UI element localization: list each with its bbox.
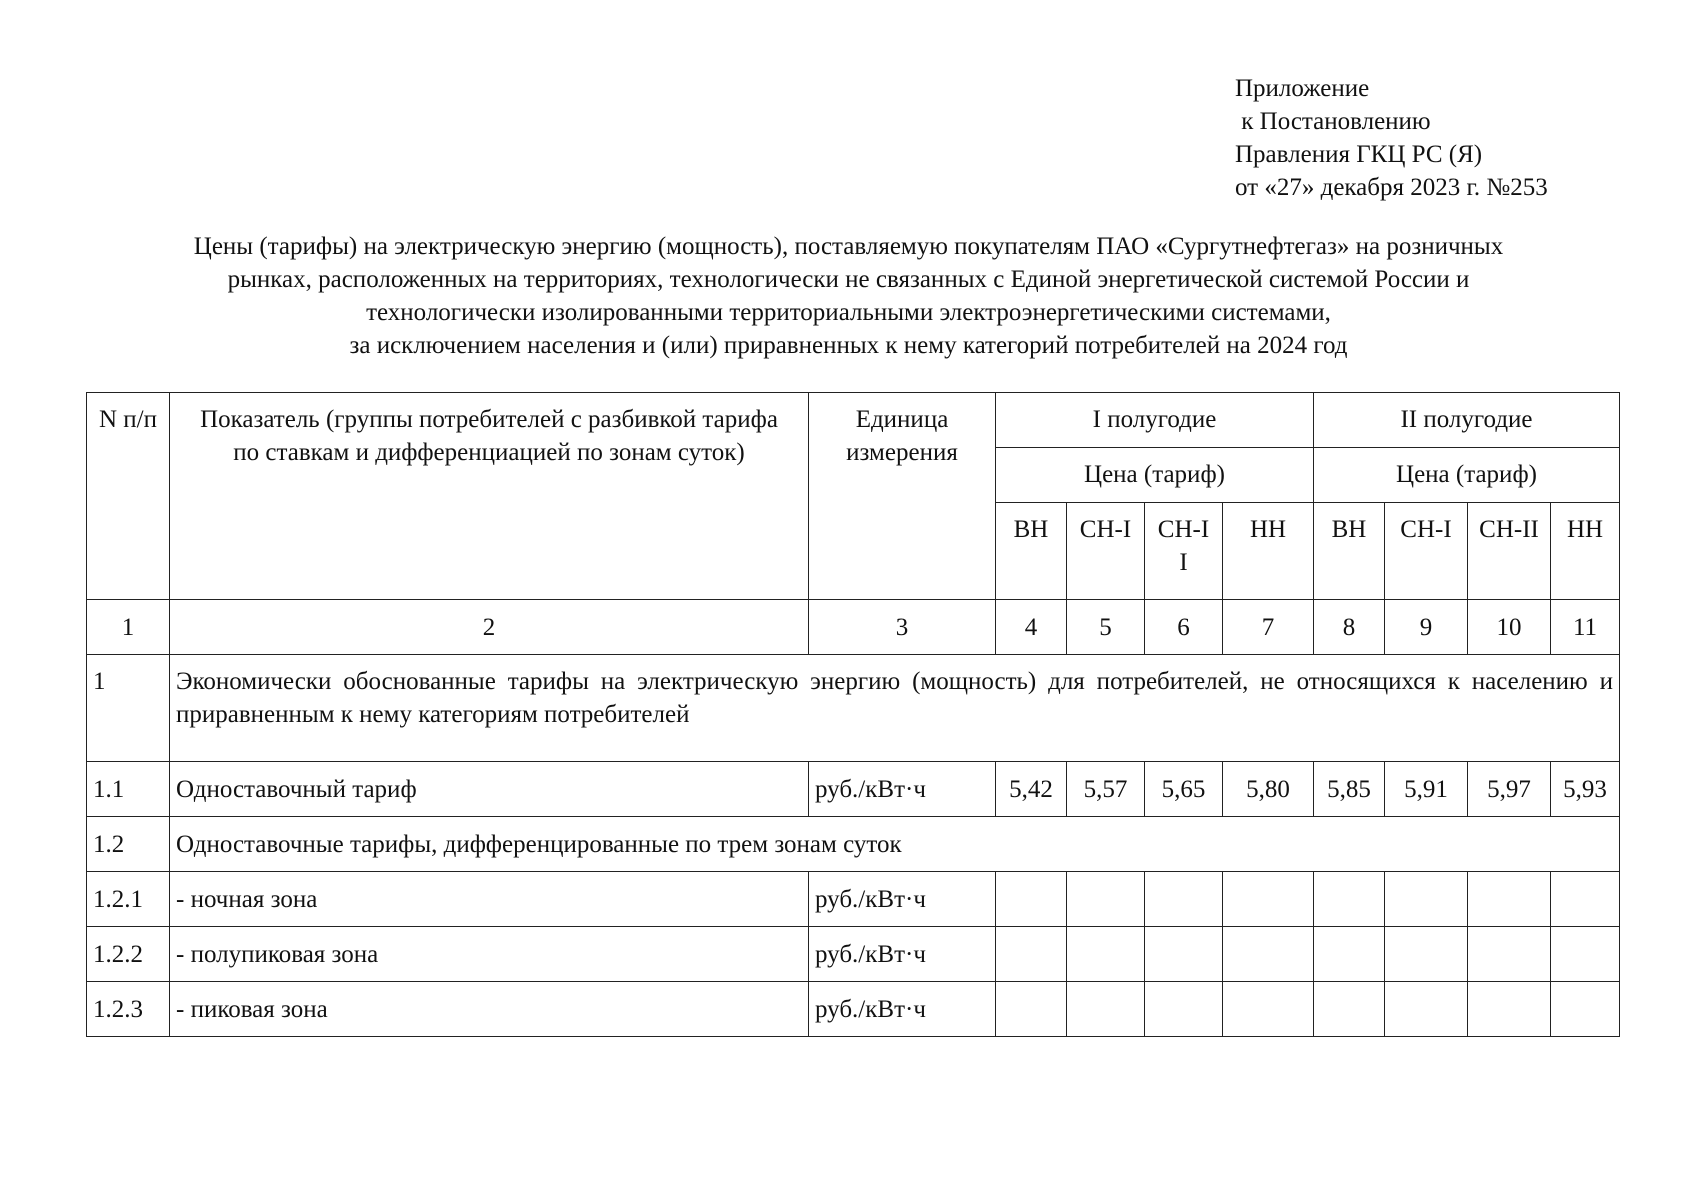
row-unit: руб./кВт·ч — [809, 927, 996, 982]
row-value — [1067, 982, 1145, 1037]
title-line: Цены (тарифы) на электрическую энергию (мощность), поставляемую покупателям ПАО «Сургутнефтегаз» на розничных — [193, 233, 1504, 260]
row-value — [1067, 927, 1145, 982]
row-value — [1223, 927, 1314, 982]
row-value — [1314, 982, 1385, 1037]
row-value — [1223, 872, 1314, 927]
row-num: 1.2 — [87, 817, 170, 872]
header-level-vn: ВН — [1314, 503, 1385, 600]
row-value: 5,97 — [1468, 762, 1551, 817]
col-number: 11 — [1551, 600, 1620, 655]
row-value — [1314, 872, 1385, 927]
table-row — [87, 872, 1620, 927]
row-value — [1145, 982, 1223, 1037]
col-number: 3 — [809, 600, 996, 655]
row-text: Одноставочный тариф — [170, 762, 809, 817]
row-value — [1223, 982, 1314, 1037]
table-row — [87, 762, 1620, 817]
row-num: 1.1 — [87, 762, 170, 817]
row-value — [1385, 927, 1468, 982]
row-section-text: Одноставочные тарифы, дифференцированные по трем зонам суток — [170, 817, 1620, 872]
appendix-block — [1235, 72, 1548, 204]
row-unit: руб./кВт·ч — [809, 762, 996, 817]
header-level-nn: НН — [1551, 503, 1620, 600]
header-unit: Единица измерения — [809, 393, 996, 600]
header-level-sn1: СН-I — [1067, 503, 1145, 600]
row-num: 1 — [87, 655, 170, 762]
column-numbers-row — [87, 600, 1620, 655]
col-number: 10 — [1468, 600, 1551, 655]
row-value — [996, 927, 1067, 982]
col-number: 2 — [170, 600, 809, 655]
header-half-2: II полугодие — [1314, 393, 1620, 448]
header-level-vn: ВН — [996, 503, 1067, 600]
row-value — [1385, 872, 1468, 927]
appendix-line: от «27» декабря 2023 г. №253 — [1235, 174, 1548, 201]
row-value — [1551, 927, 1620, 982]
header-half-1: I полугодие — [996, 393, 1314, 448]
tariff-table — [86, 392, 1620, 1037]
col-number: 6 — [1145, 600, 1223, 655]
header-price-2: Цена (тариф) — [1314, 448, 1620, 503]
row-value — [1145, 927, 1223, 982]
row-value — [1551, 872, 1620, 927]
header-level-nn: НН — [1223, 503, 1314, 600]
row-value: 5,85 — [1314, 762, 1385, 817]
header-indicator: Показатель (группы потребителей с разбивкой тарифа по ставкам и дифференциацией по зонам суток) — [170, 393, 809, 600]
row-value — [1468, 872, 1551, 927]
row-value: 5,91 — [1385, 762, 1468, 817]
col-number: 9 — [1385, 600, 1468, 655]
table-row — [87, 927, 1620, 982]
row-value: 5,80 — [1223, 762, 1314, 817]
row-value: 5,65 — [1145, 762, 1223, 817]
title-line: за исключением населения и (или) приравненных к нему категорий потребителей на 2024 год — [349, 332, 1348, 359]
row-text: - пиковая зона — [170, 982, 809, 1037]
header-price-1: Цена (тариф) — [996, 448, 1314, 503]
row-value: 5,93 — [1551, 762, 1620, 817]
row-value — [996, 872, 1067, 927]
col-number: 5 — [1067, 600, 1145, 655]
row-num: 1.2.3 — [87, 982, 170, 1037]
title-line: технологически изолированными территориальными электроэнергетическими системами, — [366, 299, 1331, 326]
table-row — [87, 817, 1620, 872]
table-row — [87, 655, 1620, 762]
row-num: 1.2.1 — [87, 872, 170, 927]
row-value — [1551, 982, 1620, 1037]
row-value: 5,42 — [996, 762, 1067, 817]
col-number: 7 — [1223, 600, 1314, 655]
appendix-line: к Постановлению — [1235, 108, 1431, 135]
col-number: 1 — [87, 600, 170, 655]
row-text: - полупиковая зона — [170, 927, 809, 982]
row-value — [1067, 872, 1145, 927]
header-num: N п/п — [87, 393, 170, 600]
col-number: 8 — [1314, 600, 1385, 655]
row-value — [1385, 982, 1468, 1037]
row-value — [1314, 927, 1385, 982]
appendix-line: Правления ГКЦ РС (Я) — [1235, 141, 1483, 168]
header-level-sn1: СН-I — [1385, 503, 1468, 600]
appendix-line: Приложение — [1235, 75, 1370, 102]
header-level-sn2: СН-II — [1468, 503, 1551, 600]
row-num: 1.2.2 — [87, 927, 170, 982]
document-title — [60, 230, 1637, 362]
row-value — [1145, 872, 1223, 927]
col-number: 4 — [996, 600, 1067, 655]
row-value: 5,57 — [1067, 762, 1145, 817]
header-level-sn2: СН-II — [1145, 503, 1223, 600]
row-section-text: Экономически обоснованные тарифы на электрическую энергию (мощность) для потребителей, не относящихся к населению и приравненным к нему категориям потребителей — [170, 655, 1620, 762]
title-line: рынках, расположенных на территориях, технологически не связанных с Единой энергетической системой России и — [227, 266, 1470, 293]
row-text: - ночная зона — [170, 872, 809, 927]
row-value — [1468, 927, 1551, 982]
row-unit: руб./кВт·ч — [809, 982, 996, 1037]
row-value — [1468, 982, 1551, 1037]
table-row — [87, 982, 1620, 1037]
row-value — [996, 982, 1067, 1037]
row-unit: руб./кВт·ч — [809, 872, 996, 927]
